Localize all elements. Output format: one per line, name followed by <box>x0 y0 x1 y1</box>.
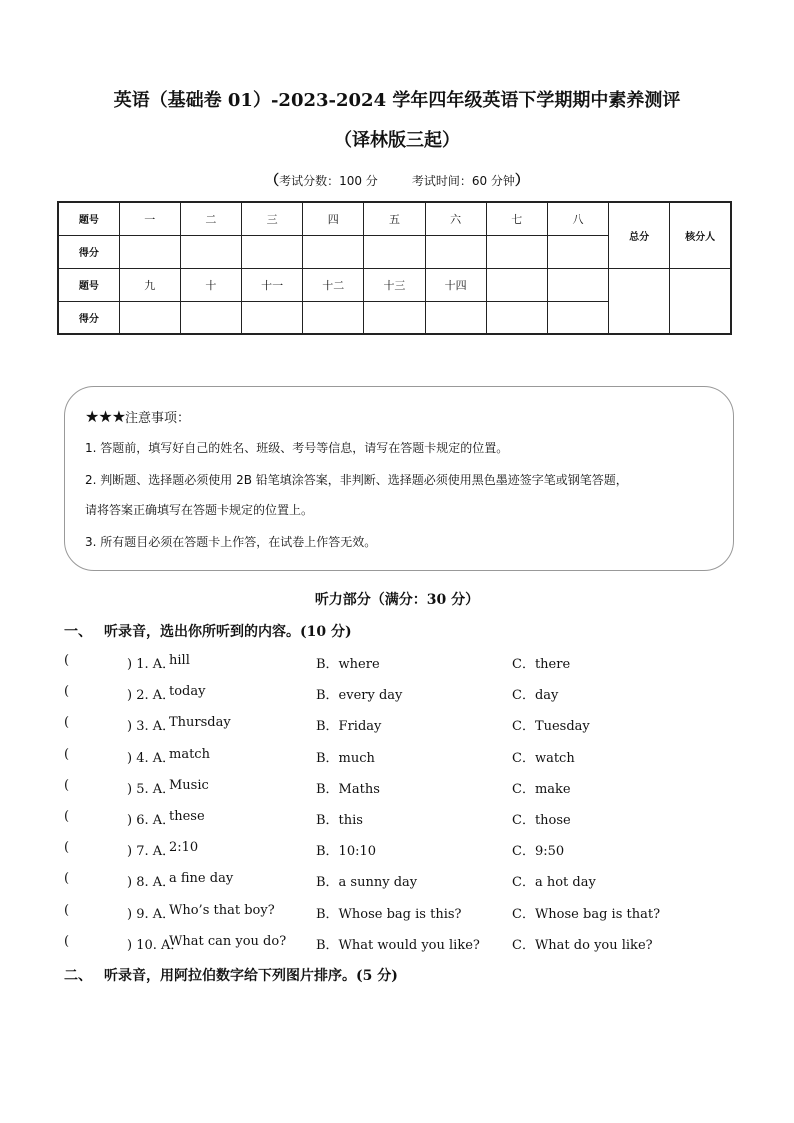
title-line-2: （译林版三起） <box>334 130 460 151</box>
part1-heading <box>64 621 352 641</box>
question-cell: 十三 <box>364 268 425 301</box>
title-line-1: 英语（基础卷 01）-2023-2024 学年四年级英语下学期期中素养测评 <box>113 90 681 111</box>
option-b: B．Maths <box>316 781 380 797</box>
option-b: B．Whose bag is this? <box>316 906 462 922</box>
part1-title: 听录音，选出你所听到的内容。(10 分) <box>104 624 352 640</box>
question-label: 题号 <box>58 202 119 235</box>
question-number: ) 4. A． <box>127 750 176 766</box>
option-a: hill <box>169 653 190 668</box>
score-input-cell[interactable] <box>364 235 425 268</box>
exam-info-paren-open: （ <box>265 173 280 189</box>
answer-paren-open[interactable]: ( <box>64 871 70 887</box>
question-cell: 一 <box>119 202 180 235</box>
listening-section-title: 听力部分（满分：30 分） <box>314 592 480 608</box>
question-cell: 十四 <box>425 268 486 301</box>
part2-heading <box>64 965 398 985</box>
question-label: 题号 <box>58 268 119 301</box>
notice-box <box>64 386 734 571</box>
score-input-cell[interactable] <box>303 235 364 268</box>
question-row <box>64 715 744 735</box>
question-row <box>64 778 744 798</box>
score-input-cell[interactable] <box>180 301 241 334</box>
option-a: match <box>169 746 210 762</box>
score-input-cell[interactable] <box>180 235 241 268</box>
option-c: C．Whose bag is that? <box>512 906 661 922</box>
total-score-label: 总分 <box>609 202 670 268</box>
question-row <box>64 840 744 860</box>
exam-info-paren-close: ） <box>514 173 529 189</box>
answer-paren-open[interactable]: ( <box>64 777 70 793</box>
option-a: What can you do? <box>169 933 287 949</box>
question-cell: 十二 <box>303 268 364 301</box>
answer-paren-open[interactable]: ( <box>64 809 70 824</box>
answer-paren-open[interactable]: ( <box>64 933 70 949</box>
option-c: C．What do you like? <box>512 937 653 953</box>
answer-paren-open[interactable]: ( <box>64 902 70 918</box>
checker-input[interactable] <box>670 268 731 334</box>
question-cell: 十一 <box>242 268 303 301</box>
option-a: Thursday <box>169 715 231 731</box>
question-cell: 七 <box>486 202 547 235</box>
option-b: B．this <box>316 813 363 828</box>
option-b: B．where <box>316 657 380 672</box>
question-number: ) 1. A． <box>127 657 176 672</box>
part2-number: 二、 <box>64 968 92 984</box>
answer-paren-open[interactable]: ( <box>64 715 70 731</box>
option-c: C．a hot day <box>512 875 596 891</box>
score-table <box>57 201 732 335</box>
question-cell: 五 <box>364 202 425 235</box>
exam-score-info: 考试分数：100 分 <box>279 174 378 188</box>
score-input-cell[interactable] <box>303 301 364 334</box>
option-a: these <box>169 809 205 824</box>
star-icon: ★★★ <box>85 407 126 426</box>
score-label: 得分 <box>58 301 119 334</box>
score-input-cell[interactable] <box>425 301 486 334</box>
question-number: ) 9. A． <box>127 906 176 922</box>
score-input-cell[interactable] <box>486 235 547 268</box>
question-cell: 八 <box>547 202 608 235</box>
answer-paren-open[interactable]: ( <box>64 840 70 856</box>
option-c: C．make <box>512 781 571 797</box>
answer-paren-open[interactable]: ( <box>64 653 70 668</box>
option-b: B．Friday <box>316 719 382 735</box>
option-b: B．every day <box>316 688 403 704</box>
score-input-cell[interactable] <box>242 301 303 334</box>
question-number: ) 3. A． <box>127 719 176 735</box>
question-number: ) 5. A． <box>127 781 176 797</box>
option-a: today <box>169 684 206 700</box>
question-cell: 二 <box>180 202 241 235</box>
notice-item-1: 1. 答题前，填写好自己的姓名、班级、考号等信息，请写在答题卡规定的位置。 <box>85 441 509 455</box>
option-c: C．watch <box>512 750 575 766</box>
question-cell: 九 <box>119 268 180 301</box>
score-input-cell[interactable] <box>119 235 180 268</box>
score-input-cell[interactable] <box>119 301 180 334</box>
answer-paren-open[interactable]: ( <box>64 746 70 762</box>
question-row <box>64 903 744 923</box>
score-table-row <box>58 202 731 235</box>
question-number: ) 2. A． <box>127 688 176 704</box>
score-input-cell[interactable] <box>364 301 425 334</box>
notice-title <box>85 407 190 426</box>
question-number: ) 8. A． <box>127 875 176 891</box>
option-a: 2:10 <box>169 840 199 856</box>
option-a: Music <box>169 777 209 793</box>
part2-title: 听录音，用阿拉伯数字给下列图片排序。(5 分) <box>104 968 398 984</box>
question-row <box>64 747 744 767</box>
option-b: B．much <box>316 750 375 766</box>
option-b: B．10:10 <box>316 844 377 860</box>
exam-info <box>0 170 794 190</box>
total-score-input[interactable] <box>609 268 670 334</box>
question-cell: 十 <box>180 268 241 301</box>
answer-paren-open[interactable]: ( <box>64 684 70 700</box>
question-cell: 三 <box>242 202 303 235</box>
question-cell: 四 <box>303 202 364 235</box>
score-table-row <box>58 268 731 301</box>
option-b: B．What would you like? <box>316 937 480 953</box>
question-row <box>64 871 744 891</box>
question-cell <box>547 268 608 301</box>
option-a: a fine day <box>169 871 234 887</box>
question-number: ) 10. A． <box>127 937 184 953</box>
notice-title-text: 注意事项： <box>125 411 191 426</box>
question-row <box>64 809 744 829</box>
question-row <box>64 684 744 704</box>
notice-item-2: 2. 判断题、选择题必须使用 2B 铅笔填涂答案，非判断、选择题必须使用黑色墨迹签字笔或钢笔答题， <box>85 473 628 487</box>
question-number: ) 6. A． <box>127 813 176 828</box>
score-input-cell[interactable] <box>242 235 303 268</box>
option-c: C．those <box>512 813 571 828</box>
score-label: 得分 <box>58 235 119 268</box>
question-row <box>64 653 744 673</box>
question-row <box>64 934 744 954</box>
score-input-cell[interactable] <box>547 301 608 334</box>
question-cell <box>486 268 547 301</box>
part1-number: 一、 <box>64 624 92 640</box>
option-c: C．there <box>512 657 571 672</box>
score-input-cell[interactable] <box>425 235 486 268</box>
score-input-cell[interactable] <box>486 301 547 334</box>
question-cell: 六 <box>425 202 486 235</box>
option-a: Who’s that boy? <box>169 902 275 918</box>
checker-label: 核分人 <box>670 202 731 268</box>
notice-item-2-cont: 请将答案正确填写在答题卡规定的位置上。 <box>85 503 314 517</box>
option-c: C．9:50 <box>512 844 565 860</box>
option-b: B．a sunny day <box>316 875 418 891</box>
notice-item-3: 3. 所有题目必须在答题卡上作答，在试卷上作答无效。 <box>85 535 377 549</box>
exam-time-info: 考试时间：60 分钟 <box>411 174 515 188</box>
score-input-cell[interactable] <box>547 235 608 268</box>
option-c: C．day <box>512 688 559 704</box>
option-c: C．Tuesday <box>512 719 590 735</box>
question-number: ) 7. A． <box>127 844 176 860</box>
